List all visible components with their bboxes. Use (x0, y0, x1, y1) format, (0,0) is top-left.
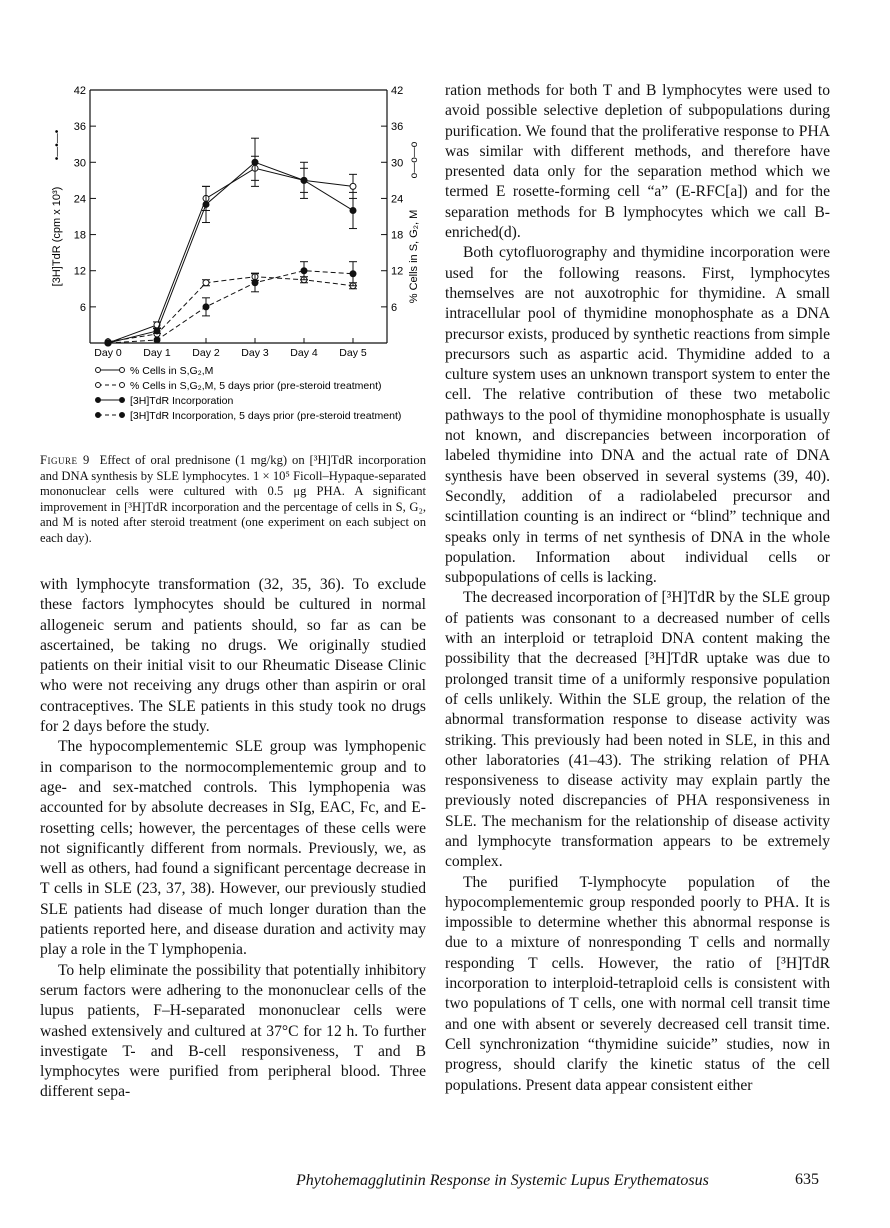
data-point (154, 337, 160, 343)
y-tick-label-left: 42 (73, 85, 86, 97)
data-point (252, 280, 258, 286)
caption-label: Figure 9 (40, 453, 90, 467)
caption-text: Effect of oral prednisone (1 mg/kg) on [³H]TdR incorporation and DNA synthesis by SLE lymphocytes. 1 × 10⁵ Ficoll–Hypaque-separated mononuclear cells were cultured with 0.5 μg PHA. A significant improvement in [³H]TdR incorporation and the percentage of cells in S, G₂, and M is noted after steroid treatment (one experiment on each subject on each day). (40, 453, 426, 545)
y-tick-label-right: 36 (391, 121, 404, 134)
legend-label: [3H]TdR Incorporation, 5 days prior (pre-steroid treatment) (130, 410, 402, 422)
page-number: 635 (795, 1171, 819, 1188)
left-column (40, 575, 426, 1103)
left-axis-legend-marker: •—•—• (52, 129, 63, 161)
paragraph: Both cytofluorography and thymidine incorporation were used for the following reasons. First, lymphocytes themselves are not auxotrophic for thymidine. A small intracellular pool of thymidine monophosphate as a DNA precursor exists, produced by synthetic reactions from simple precursors such as aspartic acid. Thymidine added to a culture system uses an unknown transport system to enter the cell. The relative contribution of these two metabolic pathways to the pool of thymidine monophosphate is usually not known, and discrepancies between incorporation of labeled thymidine into DNA and the actual rate of DNA synthesis have been observed in several systems (39, 40). Secondly, addition of a radiolabeled precursor and scintillation counting is an indirect or “blind” technique and speaks only in terms of net synthesis of DNA in the whole population. Information about individual cells or subpopulations of cells is lacking. (445, 244, 830, 587)
legend-marker (96, 398, 101, 403)
legend-marker (120, 398, 125, 403)
data-point (203, 304, 209, 310)
figure-caption (40, 453, 426, 547)
y-tick-label-left: 12 (73, 265, 86, 278)
legend-marker (120, 413, 125, 418)
right-column (445, 81, 830, 1096)
x-tick-label: Day 5 (339, 347, 367, 359)
data-point (252, 159, 258, 165)
y-tick-label-right: 30 (391, 157, 404, 170)
x-tick-label: Day 1 (143, 347, 171, 359)
data-point (350, 271, 356, 277)
x-tick-label: Day 3 (241, 347, 269, 359)
x-tick-label: Day 4 (290, 347, 318, 359)
figure-9 (40, 78, 440, 453)
legend-label: % Cells in S,G₂,M, 5 days prior (pre-steroid treatment) (130, 380, 382, 392)
y-tick-label-right: 12 (391, 265, 404, 278)
data-point (301, 177, 307, 183)
y-tick-label-left: 6 (79, 301, 86, 314)
y-tick-label-right: 18 (391, 229, 404, 242)
legend-marker (96, 413, 101, 418)
y-tick-label-right: 42 (391, 85, 404, 97)
legend-label: % Cells in S,G₂,M (130, 365, 214, 377)
series-line (108, 277, 353, 342)
legend-label: [3H]TdR Incorporation (130, 395, 234, 407)
data-point (203, 280, 209, 286)
y-tick-label-left: 30 (73, 157, 86, 170)
y-tick-label-left: 36 (73, 121, 86, 134)
paragraph: The hypocomplementemic SLE group was lymphopenic in comparison to the normocomplementemic group and to age- and sex-matched controls. This lymphopenia was accounted for by absolute decreases in SIg, EAC, Fc, and E-rosetting cells; however, the percentages of these cells were not significantly different from normals. Previously, we, as well as others, had found a significant percentage decrease in T cells in SLE (23, 37, 38). However, our previously studied SLE patients had disease of much longer duration than the patients reported here, and disease duration and activity may play a role in the T lymphopenia. (40, 738, 426, 959)
data-point (301, 268, 307, 274)
paragraph: The purified T-lymphocyte population of the hypocomplementemic group responded poorly to PHA. It is impossible to determine whether this abnormal response is due to a mixture of nonresponding T cells and normally responding T cells. However, the ratio of [³H]TdR incorporation to interploid-tetraploid cells is consistent with two populations of T cells, one with normal cell transit time and one with absent or severely decreased cell transit time. Cell synchronization “thymidine suicide” studies, now in progress, should clarify the kinetic status of the cell populations. Present data appear consistent either (445, 873, 830, 1094)
series-line (108, 271, 353, 343)
data-point (350, 183, 356, 189)
x-tick-label: Day 2 (192, 347, 220, 359)
y-axis-title-right: % Cells in S, G₂, M (408, 209, 420, 304)
data-point (105, 340, 111, 346)
series-line (108, 168, 353, 343)
data-point (350, 207, 356, 213)
legend-marker (120, 383, 125, 388)
right-axis-legend-marker: o—o—o (409, 141, 420, 179)
series-line (108, 162, 353, 343)
paragraph: The decreased incorporation of [³H]TdR by the SLE group of patients was consonant to a decreased number of cells with an interploid or tetraploid DNA content making the possibility that the decreased [³H]TdR uptake was due to prolonged transit time of a uniformly responsive population of cells unlikely. Within the SLE group, the relation of the abnormal transformation response to disease activity was striking. This previously had been noted in SLE, in this and other laboratories (41–43). The striking relation of PHA responsiveness to disease activity may explain partly the previously noted discrepancies of PHA responsiveness in SLE. The mechanism for the relationship of disease activity and lymphocyte transformation appears to be extremely complex. (445, 589, 830, 871)
data-point (154, 328, 160, 334)
y-tick-label-right: 6 (391, 301, 398, 314)
paragraph: To help eliminate the possibility that potentially inhibitory serum factors were adhering to the mononuclear cells of the lupus patients, F–H-separated mononuclear cells were washed extensively and cultured at 37°C for 12 h. To further investigate T- and B-cell responsiveness, T and B lymphocytes were purified from peripheral blood. Three different sepa- (40, 961, 426, 1101)
running-footer-title: Phytohemagglutinin Response in Systemic Lupus Erythematosus (296, 1172, 709, 1189)
y-axis-title-left: [3H]TdR (cpm x 10³) (51, 186, 63, 287)
y-tick-label-right: 24 (391, 193, 404, 206)
paragraph: ration methods for both T and B lymphocytes were used to avoid possible selective depletion of subpopulations during purification. We found that the proliferative response to PHA was similar with different methods, and therefore have presented data only for the separation method which we termed E rosette-forming cell “a” (E-RFC[a]) and for the separation methods for B lymphocytes which we call B-enriched(d). (445, 82, 830, 242)
chart (40, 78, 440, 453)
x-tick-label: Day 0 (94, 347, 122, 359)
legend-marker (96, 383, 101, 388)
paragraph: with lymphocyte transformation (32, 35, 36). To exclude these factors lymphocytes should be cultured in normal allogeneic serum and patients should, so far as can be ascertained, be taking no drugs. We originally studied patients on their initial visit to our Rheumatic Disease Clinic who were not receiving any drugs other than aspirin or oral contraceptives. The SLE patients in this study took no drugs for 2 days before the study. (40, 576, 426, 736)
y-tick-label-left: 24 (73, 193, 86, 206)
legend-marker (120, 368, 125, 373)
y-tick-label-left: 18 (73, 229, 86, 242)
legend-marker (96, 368, 101, 373)
data-point (203, 201, 209, 207)
